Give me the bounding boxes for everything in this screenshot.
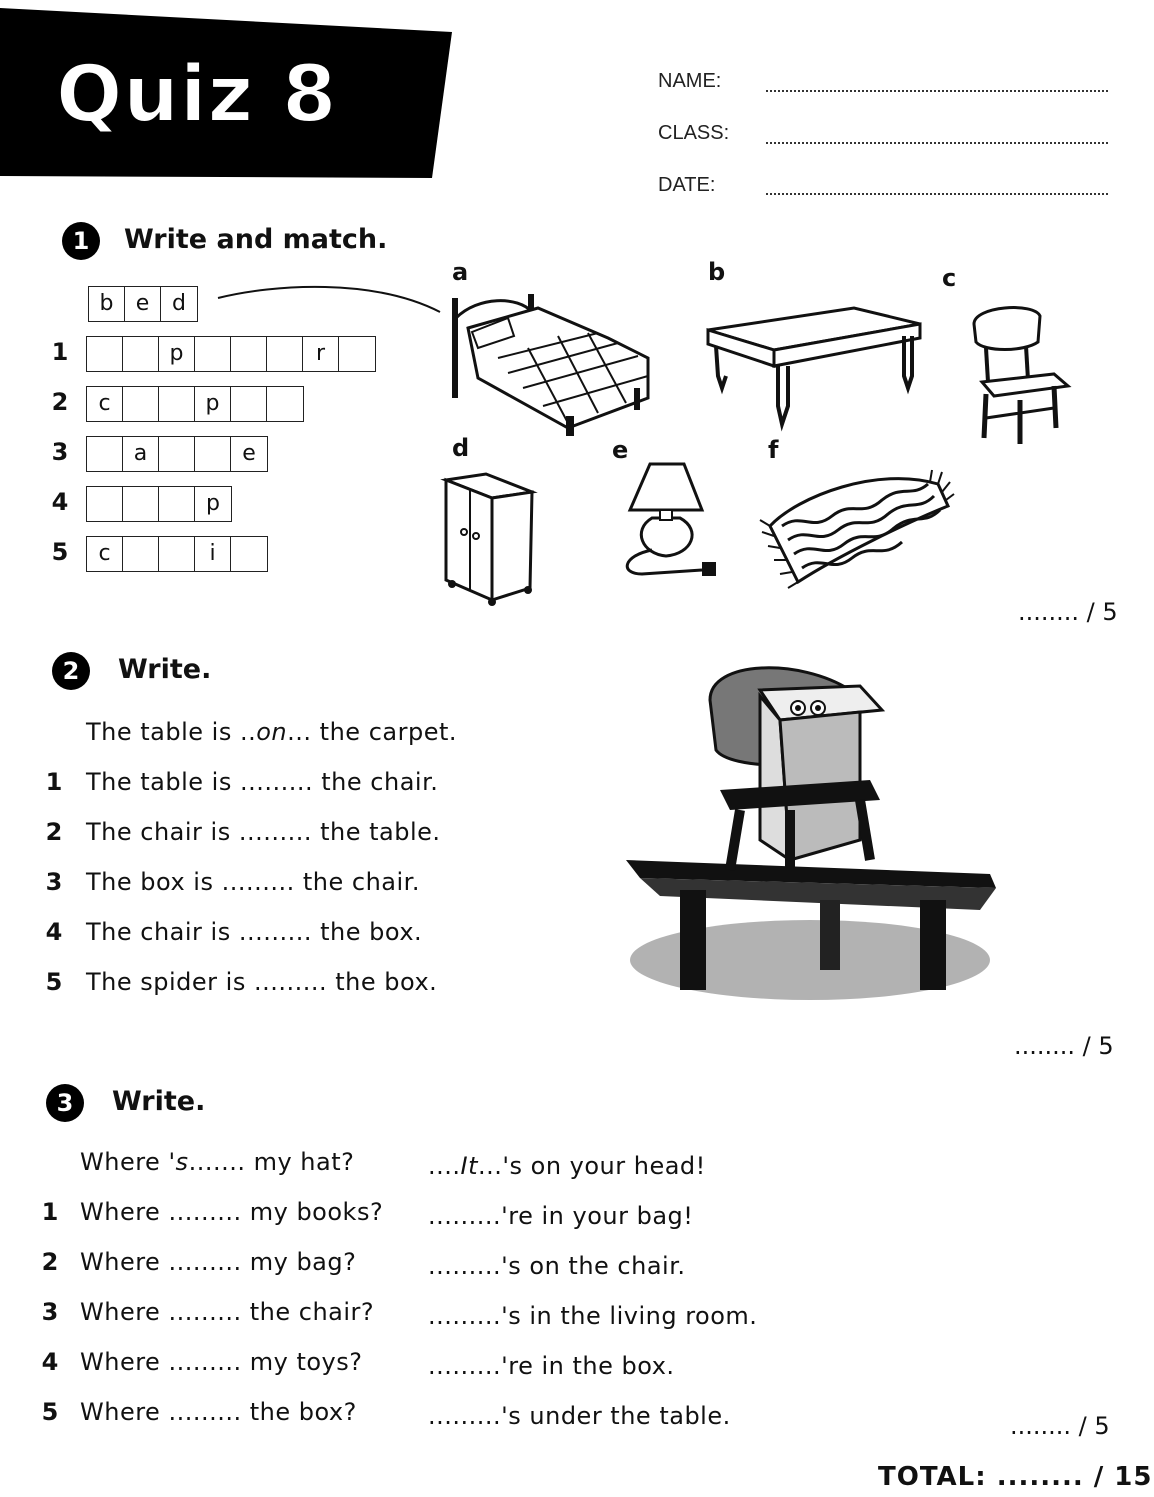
sentence-item[interactable]: The chair is ......... the table.: [86, 818, 441, 846]
picture-label-f: f: [768, 436, 779, 464]
name-label: NAME:: [658, 70, 722, 92]
grid-cell: e: [125, 287, 161, 321]
answer-item[interactable]: .........'re in the box.: [428, 1352, 675, 1380]
grid-cell: b: [89, 287, 125, 321]
word-grid-1[interactable]: [86, 336, 376, 372]
section-1-title: Write and match.: [124, 224, 388, 255]
date-label: DATE:: [658, 174, 716, 196]
example-answer-answer: It: [460, 1152, 479, 1180]
question-item[interactable]: Where ......... my books?: [80, 1198, 384, 1226]
section-3-title: Write.: [112, 1086, 206, 1117]
example-question-before: Where: [80, 1148, 169, 1176]
class-label: CLASS:: [658, 122, 730, 144]
grid-cell[interactable]: [123, 487, 159, 521]
grid-cell[interactable]: a: [123, 437, 159, 471]
word-grid-2[interactable]: [86, 386, 304, 422]
grid-cell[interactable]: [231, 337, 267, 371]
word-row-number: 4: [51, 488, 69, 516]
item-number: 2: [45, 818, 63, 846]
grid-cell[interactable]: [87, 437, 123, 471]
grid-cell[interactable]: [159, 487, 195, 521]
grid-cell[interactable]: [159, 387, 195, 421]
section-1-number: 1: [62, 222, 100, 260]
answer-item[interactable]: .........'s under the table.: [428, 1402, 731, 1430]
question-item[interactable]: Where ......... my bag?: [80, 1248, 357, 1276]
lamp-icon: [622, 460, 722, 584]
total-score: TOTAL: ........ / 15: [878, 1462, 1153, 1492]
section-2-number: 2: [52, 652, 90, 690]
picture-label-a: a: [452, 258, 469, 286]
grid-cell[interactable]: r: [303, 337, 339, 371]
grid-cell: d: [172, 291, 186, 316]
picture-label-e: e: [612, 436, 629, 464]
grid-cell[interactable]: [123, 537, 159, 571]
grid-cell[interactable]: [123, 387, 159, 421]
item-number: 1: [41, 1198, 59, 1226]
section-3-score: ........ / 5: [1010, 1412, 1110, 1440]
word-row-number: 3: [51, 438, 69, 466]
sentence-item[interactable]: The box is ......... the chair.: [86, 868, 420, 896]
example-question-after: ....... my hat?: [188, 1148, 355, 1176]
name-field[interactable]: [766, 90, 1108, 92]
quiz-title: Quiz 8: [56, 50, 338, 140]
grid-cell[interactable]: [339, 337, 375, 371]
table-icon: [704, 306, 924, 430]
chair-icon: [964, 302, 1074, 448]
grid-cell[interactable]: [231, 537, 267, 571]
item-number: 5: [41, 1398, 59, 1426]
section-3-example-question: [80, 1148, 354, 1176]
grid-cell[interactable]: [267, 337, 303, 371]
grid-cell[interactable]: [195, 437, 231, 471]
example-answer: on: [256, 718, 288, 746]
carpet-icon: [758, 456, 954, 590]
grid-cell[interactable]: e: [242, 441, 256, 466]
sentence-item[interactable]: The chair is ......... the box.: [86, 918, 423, 946]
answer-item[interactable]: .........'s in the living room.: [428, 1302, 758, 1330]
picture-label-c: c: [942, 264, 957, 292]
grid-cell[interactable]: p: [159, 337, 195, 371]
chair-on-table-icon: [620, 660, 1000, 1010]
grid-cell[interactable]: [195, 337, 231, 371]
answer-item[interactable]: .........'re in your bag!: [428, 1202, 694, 1230]
item-number: 1: [45, 768, 63, 796]
question-item[interactable]: Where ......... the chair?: [80, 1298, 375, 1326]
grid-cell[interactable]: [159, 437, 195, 471]
grid-cell[interactable]: [87, 337, 123, 371]
example-question-answer: 's: [168, 1148, 189, 1176]
section-2-score: ........ / 5: [1014, 1032, 1114, 1060]
section-2-title: Write.: [118, 654, 212, 685]
word-row-number: 5: [51, 538, 69, 566]
item-number: 3: [45, 868, 63, 896]
sentence-item[interactable]: The table is ......... the chair.: [86, 768, 439, 796]
item-number: 3: [41, 1298, 59, 1326]
grid-cell[interactable]: [87, 487, 123, 521]
section-3-example-answer: [428, 1152, 706, 1180]
word-row-number: 2: [51, 388, 69, 416]
word-row-number: 1: [51, 338, 69, 366]
example-text-after: ... the carpet.: [287, 718, 457, 746]
cupboard-icon: [442, 470, 538, 608]
question-item[interactable]: Where ......... my toys?: [80, 1348, 363, 1376]
section-1-score: ........ / 5: [1018, 598, 1118, 626]
question-item[interactable]: Where ......... the box?: [80, 1398, 357, 1426]
grid-cell[interactable]: c: [87, 537, 123, 571]
section-2-example: [86, 718, 457, 746]
item-number: 5: [45, 968, 63, 996]
grid-cell[interactable]: p: [195, 387, 231, 421]
section-3-number: 3: [46, 1084, 84, 1122]
grid-cell[interactable]: [159, 537, 195, 571]
bed-icon: [448, 288, 658, 438]
picture-label-d: d: [452, 434, 470, 462]
grid-cell[interactable]: [123, 337, 159, 371]
picture-label-b: b: [708, 258, 726, 286]
item-number: 2: [41, 1248, 59, 1276]
grid-cell[interactable]: i: [195, 537, 231, 571]
grid-cell[interactable]: [231, 387, 267, 421]
word-grid-4[interactable]: [86, 486, 232, 522]
grid-cell[interactable]: [267, 387, 303, 421]
example-match-line: [214, 282, 446, 316]
item-number: 4: [45, 918, 63, 946]
word-grid-3[interactable]: [86, 436, 268, 472]
sentence-item[interactable]: The spider is ......... the box.: [86, 968, 438, 996]
example-answer-after: ...'s on your head!: [478, 1152, 706, 1180]
date-field[interactable]: [766, 193, 1108, 195]
example-answer-before: ....: [428, 1152, 461, 1180]
item-number: 4: [41, 1348, 59, 1376]
example-text-before: The table is ..: [86, 718, 257, 746]
word-grid-5[interactable]: [86, 536, 268, 572]
grid-cell[interactable]: c: [87, 387, 123, 421]
answer-item[interactable]: .........'s on the chair.: [428, 1252, 686, 1280]
class-field[interactable]: [766, 142, 1108, 144]
grid-cell[interactable]: p: [206, 491, 220, 516]
example-word-grid: [88, 286, 198, 322]
